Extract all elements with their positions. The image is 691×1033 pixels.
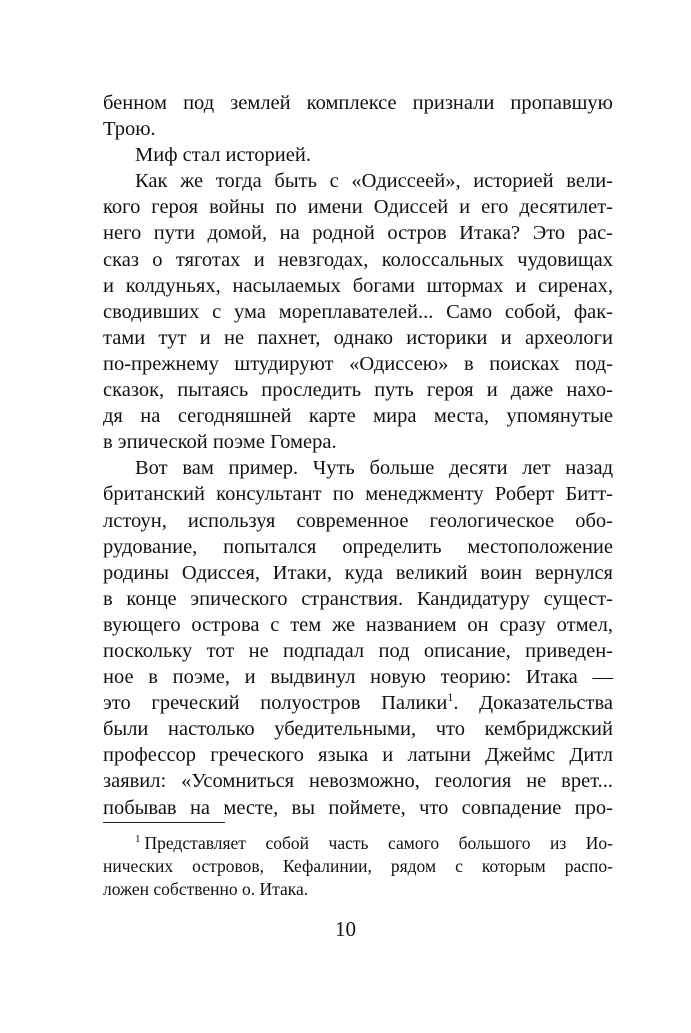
- text-line: Вот вам пример. Чуть больше десяти лет назад: [135, 457, 613, 480]
- footnote-reference: 1: [447, 690, 454, 705]
- text-fragment: это греческий полуостров Палики: [103, 692, 448, 715]
- text-line: кого героя войны по имени Одиссей и его десятилет-: [103, 196, 613, 219]
- text-line: профессор греческого языка и латыни Джеймс Дитл: [103, 744, 613, 767]
- text-line: сказ о тяготах и невзгодах, колоссальных чудовищах: [103, 248, 613, 271]
- text-line: побывав на месте, вы поймете, что совпадение про-: [103, 796, 613, 819]
- text-line: по-прежнему штудируют «Одиссею» в поисках под-: [103, 352, 613, 375]
- page-number: 10: [335, 917, 356, 941]
- text-line: Миф стал историей.: [135, 144, 311, 167]
- footnote-divider: [103, 822, 225, 823]
- text-line: британский консультант по менеджменту Роберт Битт-: [103, 483, 613, 506]
- footnote-line: [103, 832, 613, 855]
- text-line: поскольку тот не подпадал под описание, приведен-: [103, 639, 613, 662]
- text-line: в конце эпического странствия. Кандидатуру сущест-: [103, 587, 613, 610]
- text-line: и колдуньях, насылаемых богами штормах и сиренах,: [103, 274, 613, 297]
- text-line: ное в поэме, и выдвинул новую теорию: Итака —: [103, 666, 613, 689]
- text-line: Как же тогда быть с «Одиссеей», историей вели-: [135, 170, 613, 193]
- text-line: него пути домой, на родной остров Итака? Это рас-: [103, 222, 613, 245]
- footnote-line: ложен собственно о. Итака.: [103, 879, 309, 899]
- text-line: вующего острова с тем же названием он сразу отмел,: [103, 613, 613, 636]
- text-line: были настолько убедительными, что кембриджский: [103, 718, 613, 741]
- footnote-mark: 1: [135, 833, 141, 845]
- text-line: в эпической поэме Гомера.: [103, 431, 337, 454]
- page-body: [103, 90, 613, 821]
- text-line-with-footnote-ref: [103, 690, 613, 716]
- text-fragment: . Доказательства: [453, 692, 613, 715]
- text-line: бенном под землей комплексе признали пропавшую: [103, 92, 613, 114]
- text-line: лстоун, используя современное геологическое обо-: [103, 509, 613, 532]
- footnote: [103, 832, 613, 901]
- text-line: родины Одиссея, Итаки, куда великий воин вернулся: [103, 561, 613, 584]
- text-line: заявил: «Усомниться невозможно, геология не врет...: [103, 770, 613, 793]
- footnote-line: нических островов, Кефалинии, рядом с которым распо-: [103, 856, 613, 876]
- text-line: Трою.: [103, 118, 156, 141]
- text-line: тами тут и не пахнет, однако историки и археологи: [103, 326, 613, 349]
- text-line: дя на сегодняшней карте мира места, упомянутые: [103, 405, 613, 428]
- text-line: рудование, попытался определить местоположение: [103, 535, 613, 558]
- text-line: сводивших с ума мореплавателей... Само собой, фак-: [103, 300, 613, 323]
- footnote-text: Представляет собой часть самого большого из Ио-: [144, 833, 613, 853]
- main-text: [103, 90, 613, 821]
- text-line: сказок, пытаясь проследить путь героя и даже нахо-: [103, 379, 613, 402]
